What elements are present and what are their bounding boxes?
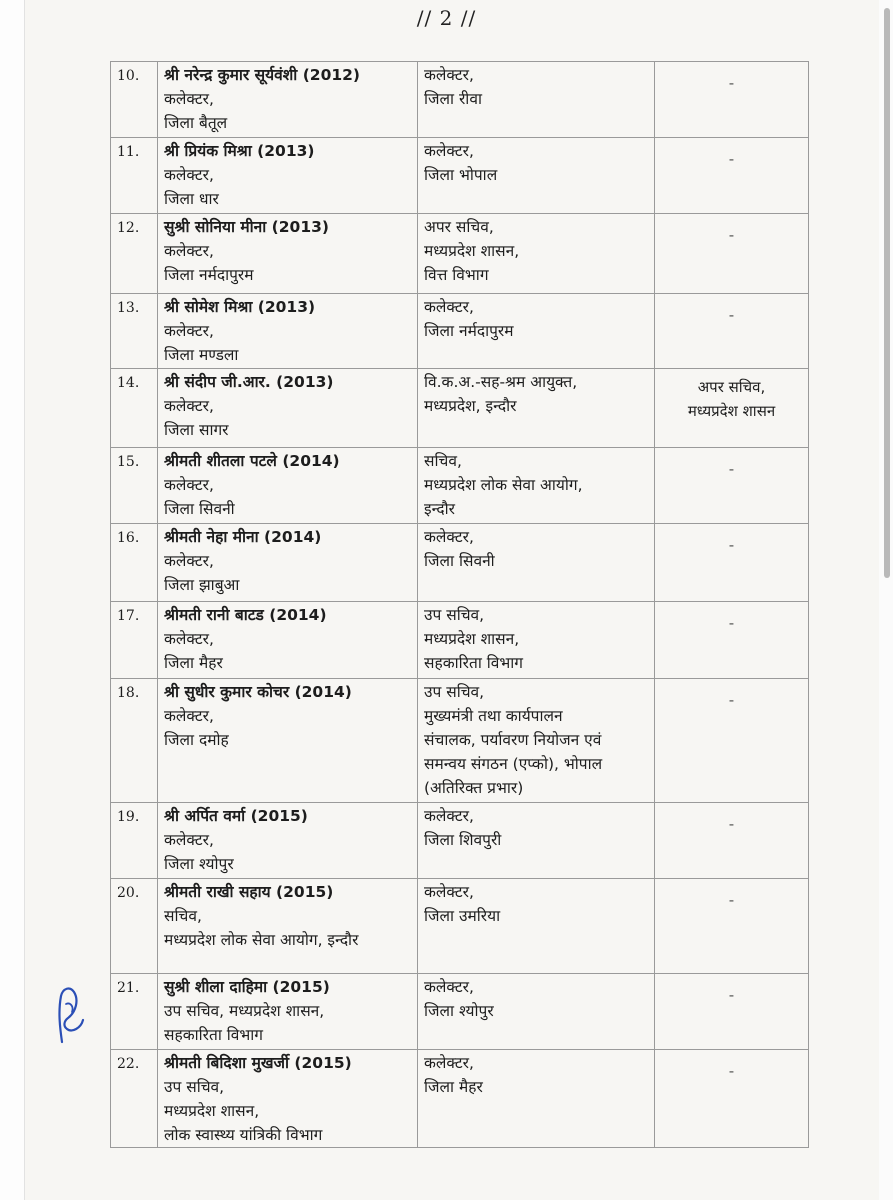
new-posting-cell: [418, 803, 655, 879]
scrollbar-track[interactable]: [879, 0, 893, 1200]
table-row: [111, 679, 809, 803]
officer-cell: [158, 679, 418, 803]
new-posting-line: कलेक्टर,: [424, 807, 474, 825]
new-posting-line: जिला नर्मदापुरम: [424, 322, 514, 340]
table-row: [111, 214, 809, 294]
current-posting-line: उप सचिव, मध्यप्रदेश शासन,: [164, 1002, 325, 1020]
new-posting-line: जिला उमरिया: [424, 907, 501, 925]
table-row: [111, 138, 809, 214]
current-posting-line: जिला झाबुआ: [164, 576, 240, 594]
no-additional-charge-dash: -: [728, 986, 735, 1004]
serial-number: 19.: [111, 803, 158, 879]
new-posting-cell: [418, 879, 655, 974]
current-posting-line: कलेक्टर,: [164, 90, 214, 108]
serial-number: 17.: [111, 602, 158, 679]
current-posting-line: कलेक्टर,: [164, 707, 214, 725]
current-posting-line: कलेक्टर,: [164, 630, 214, 648]
current-posting-line: जिला बैतूल: [164, 114, 228, 132]
serial-number: 10.: [111, 62, 158, 138]
officer-name: श्री नरेन्द्र कुमार सूर्यवंशी (2012): [164, 66, 361, 84]
current-posting-line: कलेक्टर,: [164, 397, 214, 415]
serial-number: 13.: [111, 294, 158, 369]
new-posting-line: जिला श्योपुर: [424, 1002, 494, 1020]
officer-cell: [158, 524, 418, 602]
officer-name: श्री प्रियंक मिश्रा (2013): [164, 142, 315, 160]
officer-name: सुश्री सोनिया मीना (2013): [164, 218, 329, 236]
new-posting-line: वि.क.अ.-सह-श्रम आयुक्त,: [424, 373, 578, 391]
current-posting-line: लोक स्वास्थ्य यांत्रिकी विभाग: [164, 1126, 323, 1144]
additional-charge-cell: [655, 524, 809, 602]
serial-number: 14.: [111, 369, 158, 448]
officer-cell: [158, 214, 418, 294]
new-posting-line: मुख्यमंत्री तथा कार्यपालन: [424, 707, 563, 725]
serial-number: 15.: [111, 448, 158, 524]
no-additional-charge-dash: -: [728, 536, 735, 554]
new-posting-line: इन्दौर: [424, 500, 455, 518]
additional-charge-cell: [655, 803, 809, 879]
current-posting-line: कलेक्टर,: [164, 166, 214, 184]
table-row: [111, 879, 809, 974]
page-number: // 2 //: [416, 6, 477, 30]
new-posting-line: अपर सचिव,: [424, 218, 494, 236]
new-posting-line: मध्यप्रदेश शासन,: [424, 242, 520, 260]
officer-cell: [158, 369, 418, 448]
no-additional-charge-dash: -: [728, 614, 735, 632]
table-row: [111, 602, 809, 679]
current-posting-line: कलेक्टर,: [164, 831, 214, 849]
current-posting-line: जिला मैहर: [164, 654, 223, 672]
current-posting-line: मध्यप्रदेश शासन,: [164, 1102, 260, 1120]
serial-number: 16.: [111, 524, 158, 602]
additional-charge-cell: [655, 214, 809, 294]
officer-name: श्री सुधीर कुमार कोचर (2014): [164, 683, 352, 701]
no-additional-charge-dash: -: [728, 691, 735, 709]
serial-number: 12.: [111, 214, 158, 294]
no-additional-charge-dash: -: [728, 74, 735, 92]
officer-name: श्रीमती नेहा मीना (2014): [164, 528, 322, 546]
new-posting-cell: [418, 369, 655, 448]
current-posting-line: उप सचिव,: [164, 1078, 225, 1096]
new-posting-cell: [418, 294, 655, 369]
new-posting-cell: [418, 1050, 655, 1148]
current-posting-line: सहकारिता विभाग: [164, 1026, 264, 1044]
new-posting-line: कलेक्टर,: [424, 883, 474, 901]
new-posting-cell: [418, 974, 655, 1050]
officer-name: श्री सोमेश मिश्रा (2013): [164, 298, 316, 316]
no-additional-charge-dash: -: [728, 226, 735, 244]
officer-name: श्री अर्पित वर्मा (2015): [164, 807, 308, 825]
officer-cell: [158, 602, 418, 679]
current-posting-line: जिला सागर: [164, 421, 229, 439]
table-body: [111, 62, 809, 1148]
new-posting-line: सहकारिता विभाग: [424, 654, 524, 672]
current-posting-line: जिला मण्डला: [164, 346, 239, 364]
no-additional-charge-dash: -: [728, 150, 735, 168]
table-row: [111, 974, 809, 1050]
new-posting-line: समन्वय संगठन (एप्को), भोपाल: [424, 755, 603, 773]
new-posting-line: कलेक्टर,: [424, 1054, 474, 1072]
new-posting-line: वित्त विभाग: [424, 266, 489, 284]
new-posting-line: मध्यप्रदेश, इन्दौर: [424, 397, 517, 415]
table-row: [111, 369, 809, 448]
new-posting-cell: [418, 602, 655, 679]
additional-charge-cell: [655, 879, 809, 974]
officer-cell: [158, 879, 418, 974]
current-posting-line: सचिव,: [164, 907, 202, 925]
officer-name: श्रीमती बिदिशा मुखर्जी (2015): [164, 1054, 352, 1072]
current-posting-line: जिला धार: [164, 190, 219, 208]
handwritten-signature: [54, 982, 90, 1048]
current-posting-line: कलेक्टर,: [164, 322, 214, 340]
new-posting-line: (अतिरिक्त प्रभार): [424, 779, 524, 797]
officer-cell: [158, 803, 418, 879]
additional-charge-cell: [655, 448, 809, 524]
new-posting-line: कलेक्टर,: [424, 66, 474, 84]
officer-cell: [158, 448, 418, 524]
serial-number: 20.: [111, 879, 158, 974]
current-posting-line: कलेक्टर,: [164, 552, 214, 570]
new-posting-line: उप सचिव,: [424, 683, 485, 701]
new-posting-cell: [418, 62, 655, 138]
officer-name: श्री संदीप जी.आर. (2013): [164, 373, 334, 391]
no-additional-charge-dash: -: [728, 460, 735, 478]
table-row: [111, 448, 809, 524]
new-posting-cell: [418, 448, 655, 524]
scrollbar-thumb[interactable]: [884, 8, 890, 578]
new-posting-line: जिला मैहर: [424, 1078, 483, 1096]
additional-charge-cell: [655, 294, 809, 369]
officer-name: श्रीमती रानी बाटड (2014): [164, 606, 327, 624]
new-posting-line: कलेक्टर,: [424, 528, 474, 546]
new-posting-line: मध्यप्रदेश लोक सेवा आयोग,: [424, 476, 583, 494]
officer-cell: [158, 138, 418, 214]
current-posting-line: जिला श्योपुर: [164, 855, 234, 873]
current-posting-line: मध्यप्रदेश लोक सेवा आयोग, इन्दौर: [164, 931, 359, 949]
table-row: [111, 803, 809, 879]
viewer-left-margin: [0, 0, 25, 1200]
new-posting-line: कलेक्टर,: [424, 142, 474, 160]
new-posting-line: जिला भोपाल: [424, 166, 498, 184]
additional-charge-text: अपर सचिव, मध्यप्रदेश शासन: [687, 378, 776, 420]
officer-name: सुश्री शीला दाहिमा (2015): [164, 978, 330, 996]
officer-name: श्रीमती शीतला पटले (2014): [164, 452, 340, 470]
new-posting-line: जिला सिवनी: [424, 552, 495, 570]
serial-number: 21.: [111, 974, 158, 1050]
additional-charge-cell: [655, 679, 809, 803]
serial-number: 18.: [111, 679, 158, 803]
no-additional-charge-dash: -: [728, 1062, 735, 1080]
current-posting-line: जिला दमोह: [164, 731, 229, 749]
officer-cell: [158, 1050, 418, 1148]
new-posting-line: सचिव,: [424, 452, 462, 470]
officer-name: श्रीमती राखी सहाय (2015): [164, 883, 334, 901]
serial-number: 11.: [111, 138, 158, 214]
additional-charge-cell: [655, 602, 809, 679]
officer-cell: [158, 974, 418, 1050]
serial-number: 22.: [111, 1050, 158, 1148]
new-posting-cell: [418, 524, 655, 602]
table-row: [111, 294, 809, 369]
table-row: [111, 62, 809, 138]
additional-charge-cell: [655, 62, 809, 138]
no-additional-charge-dash: -: [728, 306, 735, 324]
new-posting-cell: [418, 214, 655, 294]
current-posting-line: जिला सिवनी: [164, 500, 235, 518]
new-posting-line: संचालक, पर्यावरण नियोजन एवं: [424, 731, 602, 749]
additional-charge-cell: [655, 138, 809, 214]
additional-charge-cell: [655, 1050, 809, 1148]
table-row: [111, 1050, 809, 1148]
new-posting-cell: [418, 679, 655, 803]
new-posting-line: मध्यप्रदेश शासन,: [424, 630, 520, 648]
current-posting-line: कलेक्टर,: [164, 242, 214, 260]
additional-charge-cell: [655, 369, 809, 448]
additional-charge-cell: [655, 974, 809, 1050]
transfer-order-table: [110, 61, 809, 1148]
officer-cell: [158, 294, 418, 369]
no-additional-charge-dash: -: [728, 815, 735, 833]
current-posting-line: कलेक्टर,: [164, 476, 214, 494]
current-posting-line: जिला नर्मदापुरम: [164, 266, 254, 284]
new-posting-cell: [418, 138, 655, 214]
new-posting-line: कलेक्टर,: [424, 298, 474, 316]
new-posting-line: जिला शिवपुरी: [424, 831, 502, 849]
officer-cell: [158, 62, 418, 138]
new-posting-line: जिला रीवा: [424, 90, 482, 108]
new-posting-line: कलेक्टर,: [424, 978, 474, 996]
new-posting-line: उप सचिव,: [424, 606, 485, 624]
table-row: [111, 524, 809, 602]
no-additional-charge-dash: -: [728, 891, 735, 909]
